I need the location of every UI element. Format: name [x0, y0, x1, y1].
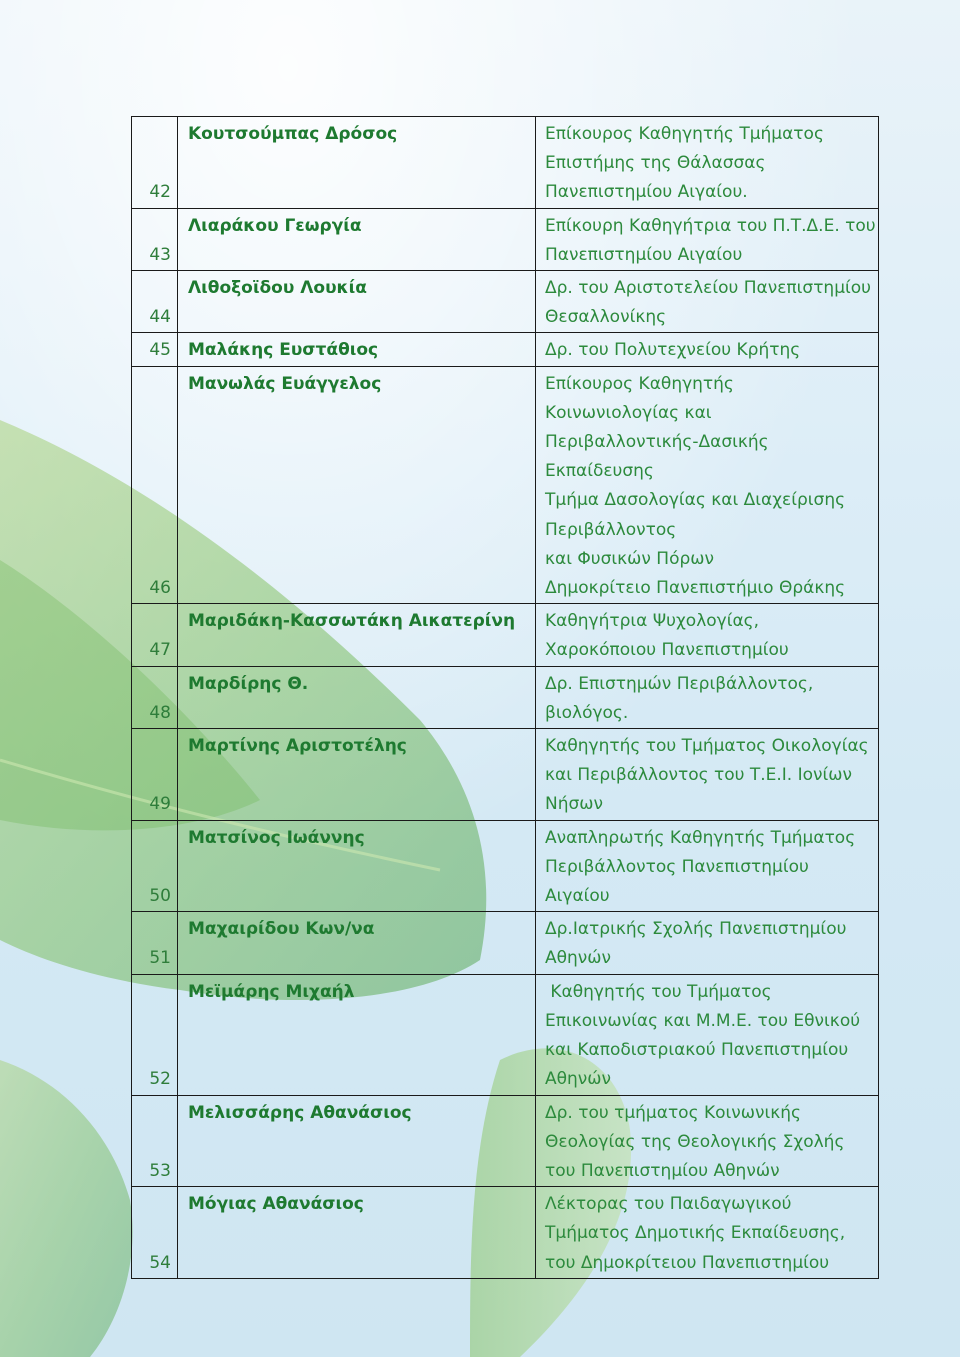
row-number: 44 — [132, 271, 178, 333]
person-description: Καθηγητής του Τμήματος Επικοινωνίας και Μ.Μ.Ε. του Εθνικού και Καποδιστριακού Πανεπιστημίου Αθηνών — [536, 974, 879, 1095]
person-name: Κουτσούμπας Δρόσος — [178, 117, 536, 209]
table-row — [132, 729, 879, 821]
person-description: Επίκουρη Καθηγήτρια του Π.Τ.Δ.Ε. του Πανεπιστημίου Αιγαίου — [536, 208, 879, 270]
row-number: 50 — [132, 820, 178, 912]
person-description: Λέκτορας του Παιδαγωγικού Τμήματος Δημοτικής Εκπαίδευσης, του Δημοκρίτειου Πανεπιστημίου — [536, 1187, 879, 1279]
person-description: Δρ. του Αριστοτελείου Πανεπιστημίου Θεσαλλονίκης — [536, 271, 879, 333]
person-description: Δρ. Επιστημών Περιβάλλοντος, βιολόγος. — [536, 666, 879, 728]
row-number: 47 — [132, 604, 178, 666]
person-description: Καθηγήτρια Ψυχολογίας, Χαροκόποιου Πανεπιστημίου — [536, 604, 879, 666]
row-number: 48 — [132, 666, 178, 728]
table-row — [132, 333, 879, 366]
row-number: 43 — [132, 208, 178, 270]
person-name: Μελισσάρης Αθανάσιος — [178, 1095, 536, 1187]
person-name: Μαρδίρης Θ. — [178, 666, 536, 728]
person-name: Μαρτίνης Αριστοτέλης — [178, 729, 536, 821]
person-description: Επίκουρος Καθηγητής Κοινωνιολογίας και Περιβαλλοντικής-Δασικής Εκπαίδευσης Τμήμα Δασολογίας και Διαχείρισης Περιβάλλοντος και Φυσικών Πόρων Δημοκρίτειο Πανεπιστήμιο Θράκης — [536, 366, 879, 604]
row-number: 53 — [132, 1095, 178, 1187]
row-number: 52 — [132, 974, 178, 1095]
table-row — [132, 1095, 879, 1187]
person-name: Μανωλάς Ευάγγελος — [178, 366, 536, 604]
advisors-table-container — [131, 116, 879, 1279]
person-description: Δρ. του Πολυτεχνείου Κρήτης — [536, 333, 879, 366]
row-number: 46 — [132, 366, 178, 604]
row-number: 45 — [132, 333, 178, 366]
row-number: 51 — [132, 912, 178, 974]
person-name: Μόγιας Αθανάσιος — [178, 1187, 536, 1279]
table-row — [132, 912, 879, 974]
person-description: Καθηγητής του Τμήματος Οικολογίας και Περιβάλλοντος του Τ.Ε.Ι. Ιονίων Νήσων — [536, 729, 879, 821]
person-description: Αναπληρωτής Καθηγητής Τμήματος Περιβάλλοντος Πανεπιστημίου Αιγαίου — [536, 820, 879, 912]
table-row — [132, 974, 879, 1095]
person-name: Μαλάκης Ευστάθιος — [178, 333, 536, 366]
table-row — [132, 1187, 879, 1279]
table-row — [132, 820, 879, 912]
person-description: Δρ.Ιατρικής Σχολής Πανεπιστημίου Αθηνών — [536, 912, 879, 974]
person-description: Επίκουρος Καθηγητής Τμήματος Επιστήμης της Θάλασσας Πανεπιστημίου Αιγαίου. — [536, 117, 879, 209]
table-row — [132, 366, 879, 604]
table-row — [132, 604, 879, 666]
person-name: Λιαράκου Γεωργία — [178, 208, 536, 270]
table-row — [132, 208, 879, 270]
table-row — [132, 117, 879, 209]
person-name: Μαχαιρίδου Κων/να — [178, 912, 536, 974]
person-name: Μεϊμάρης Μιχαήλ — [178, 974, 536, 1095]
row-number: 49 — [132, 729, 178, 821]
person-name: Μαριδάκη-Κασσωτάκη Αικατερίνη — [178, 604, 536, 666]
person-name: Ματσίνος Ιωάννης — [178, 820, 536, 912]
row-number: 42 — [132, 117, 178, 209]
table-row — [132, 666, 879, 728]
person-description: Δρ. του τμήματος Κοινωνικής Θεολογίας της Θεολογικής Σχολής του Πανεπιστημίου Αθηνών — [536, 1095, 879, 1187]
advisors-table — [131, 116, 879, 1279]
person-name: Λιθοξοϊδου Λουκία — [178, 271, 536, 333]
table-row — [132, 271, 879, 333]
row-number: 54 — [132, 1187, 178, 1279]
